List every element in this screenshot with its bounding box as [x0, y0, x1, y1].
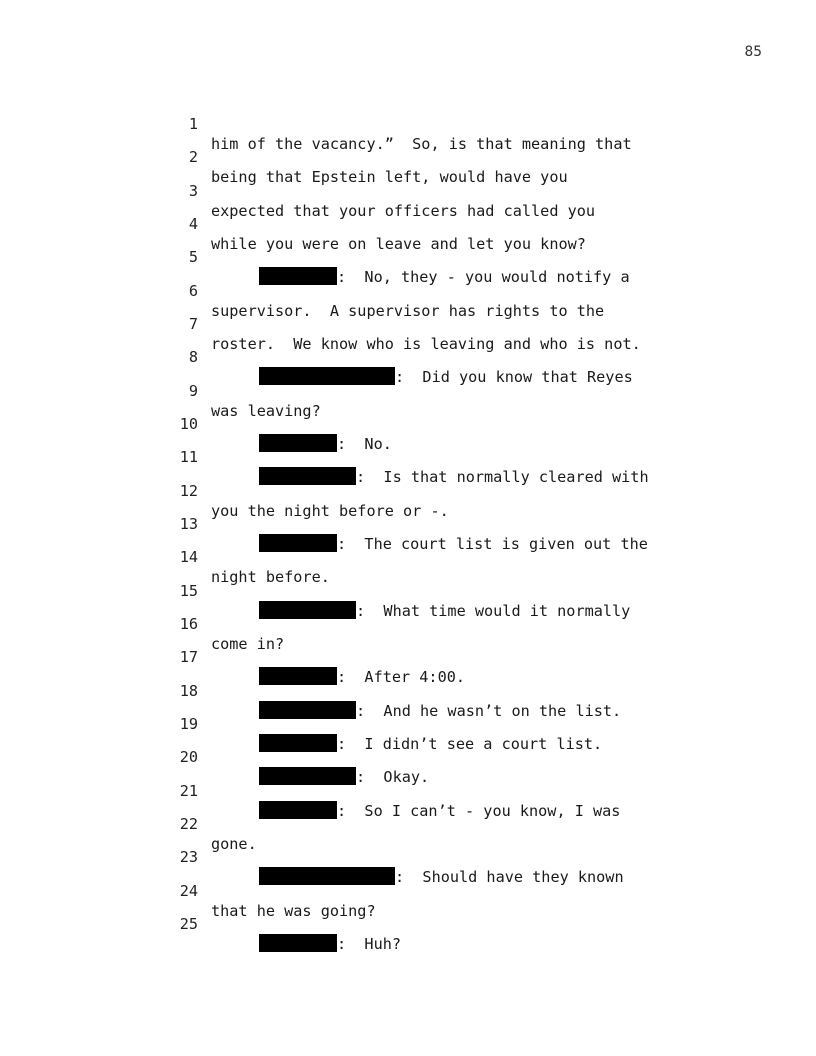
line-number: 2 [188, 148, 198, 166]
speech-text: : Is that normally cleared with [356, 468, 649, 486]
transcript-line [0, 127, 816, 186]
transcript-line [0, 527, 816, 586]
line-text: gone. [211, 835, 257, 853]
line-number: 7 [188, 315, 198, 333]
line-number: 6 [188, 282, 198, 300]
transcript-line [0, 594, 816, 653]
speech-text: : The court list is given out the [337, 535, 648, 553]
speech-text: : Huh? [337, 935, 402, 953]
line-number: 8 [188, 348, 198, 366]
transcript-line [0, 727, 816, 786]
speech-text: : No. [337, 435, 392, 453]
line-text: night before. [211, 568, 330, 586]
line-number: 25 [179, 915, 198, 933]
line-text: you the night before or -. [211, 502, 449, 520]
transcript-line [0, 427, 816, 486]
transcript-line [0, 361, 816, 420]
transcript-line [0, 94, 816, 153]
transcript-line [0, 661, 816, 720]
line-number: 20 [179, 748, 198, 766]
line-number: 15 [179, 582, 198, 600]
line-text: expected that your officers had called you [211, 202, 596, 220]
line-number: 22 [179, 815, 198, 833]
line-number: 21 [179, 782, 198, 800]
line-number: 23 [179, 848, 198, 866]
line-number: 16 [179, 615, 198, 633]
line-number: 14 [179, 548, 198, 566]
speech-text: : Should have they known [395, 868, 624, 886]
transcript-line [0, 194, 816, 253]
line-number: 1 [188, 115, 198, 133]
redacted-speaker-name [259, 934, 337, 952]
transcript-line [0, 461, 816, 520]
line-number: 9 [188, 382, 198, 400]
line-number: 11 [179, 448, 198, 466]
transcript-line [0, 827, 816, 886]
transcript-line [0, 494, 816, 553]
line-number: 12 [179, 482, 198, 500]
transcript-line [0, 294, 816, 353]
line-text: come in? [211, 635, 285, 653]
line-text: was leaving? [211, 402, 321, 420]
line-text: being that Epstein left, would have you [211, 168, 568, 186]
speaker-turn [259, 934, 401, 954]
transcript-line [0, 161, 816, 220]
speech-text: : So I can’t - you know, I was [337, 802, 621, 820]
line-text: supervisor. A supervisor has rights to the [211, 302, 605, 320]
line-number: 18 [179, 682, 198, 700]
transcript-line [0, 627, 816, 686]
transcript-line [0, 894, 816, 953]
transcript-line [0, 261, 816, 320]
speech-text: : I didn’t see a court list. [337, 735, 603, 753]
speech-text: : And he wasn’t on the list. [356, 702, 622, 720]
line-text: that he was going? [211, 902, 376, 920]
transcript-line [0, 761, 816, 820]
line-number: 19 [179, 715, 198, 733]
transcript-line [0, 327, 816, 386]
speech-text: : After 4:00. [337, 668, 466, 686]
line-number: 5 [188, 248, 198, 266]
transcript-line [0, 394, 816, 453]
line-number: 10 [179, 415, 198, 433]
transcript-line [0, 794, 816, 853]
speech-text: : What time would it normally [356, 602, 631, 620]
speech-text: : Okay. [356, 768, 430, 786]
line-number: 4 [188, 215, 198, 233]
line-number: 3 [188, 182, 198, 200]
transcript-line [0, 561, 816, 620]
line-number: 17 [179, 648, 198, 666]
line-text: roster. We know who is leaving and who is not. [211, 335, 641, 353]
speech-text: : No, they - you would notify a [337, 268, 630, 286]
page-number: 85 [744, 44, 762, 60]
line-text: him of the vacancy.” So, is that meaning that [211, 135, 632, 153]
speech-text: : Did you know that Reyes [395, 368, 633, 386]
line-number: 24 [179, 882, 198, 900]
transcript-line [0, 227, 816, 286]
line-text: while you were on leave and let you know? [211, 235, 586, 253]
line-number: 13 [179, 515, 198, 533]
transcript-line [0, 861, 816, 920]
transcript-line [0, 694, 816, 753]
